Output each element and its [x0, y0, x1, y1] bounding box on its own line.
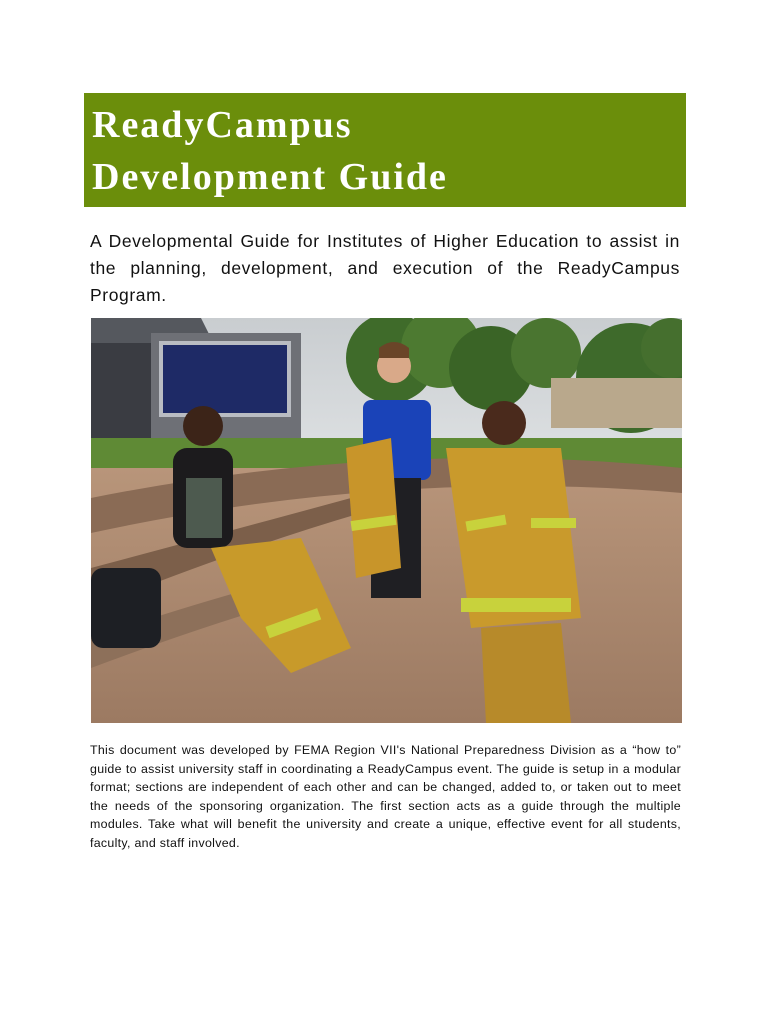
intro-paragraph: This document was developed by FEMA Region VII's National Preparedness Division as a “how to” guide to assist university staff in coordinating a ReadyCampus event. The guide is setup in a modular format; sections are independent of each other and can be changed, added to, or taken out to meet the needs of the sponsoring organization. The first section acts as a guide through the multiple modules. Take what will benefit the university and create a unique, effective event for all students, faculty, and staff involved. [90, 743, 681, 850]
title-banner [84, 93, 686, 207]
cover-photo [91, 318, 682, 723]
title-line-1: ReadyCampus [92, 104, 353, 146]
subtitle: A Developmental Guide for Institutes of Higher Education to assist in the planning, development, and execution of the ReadyCampus Program. [90, 231, 680, 305]
title-line-2: Development Guide [92, 156, 448, 198]
